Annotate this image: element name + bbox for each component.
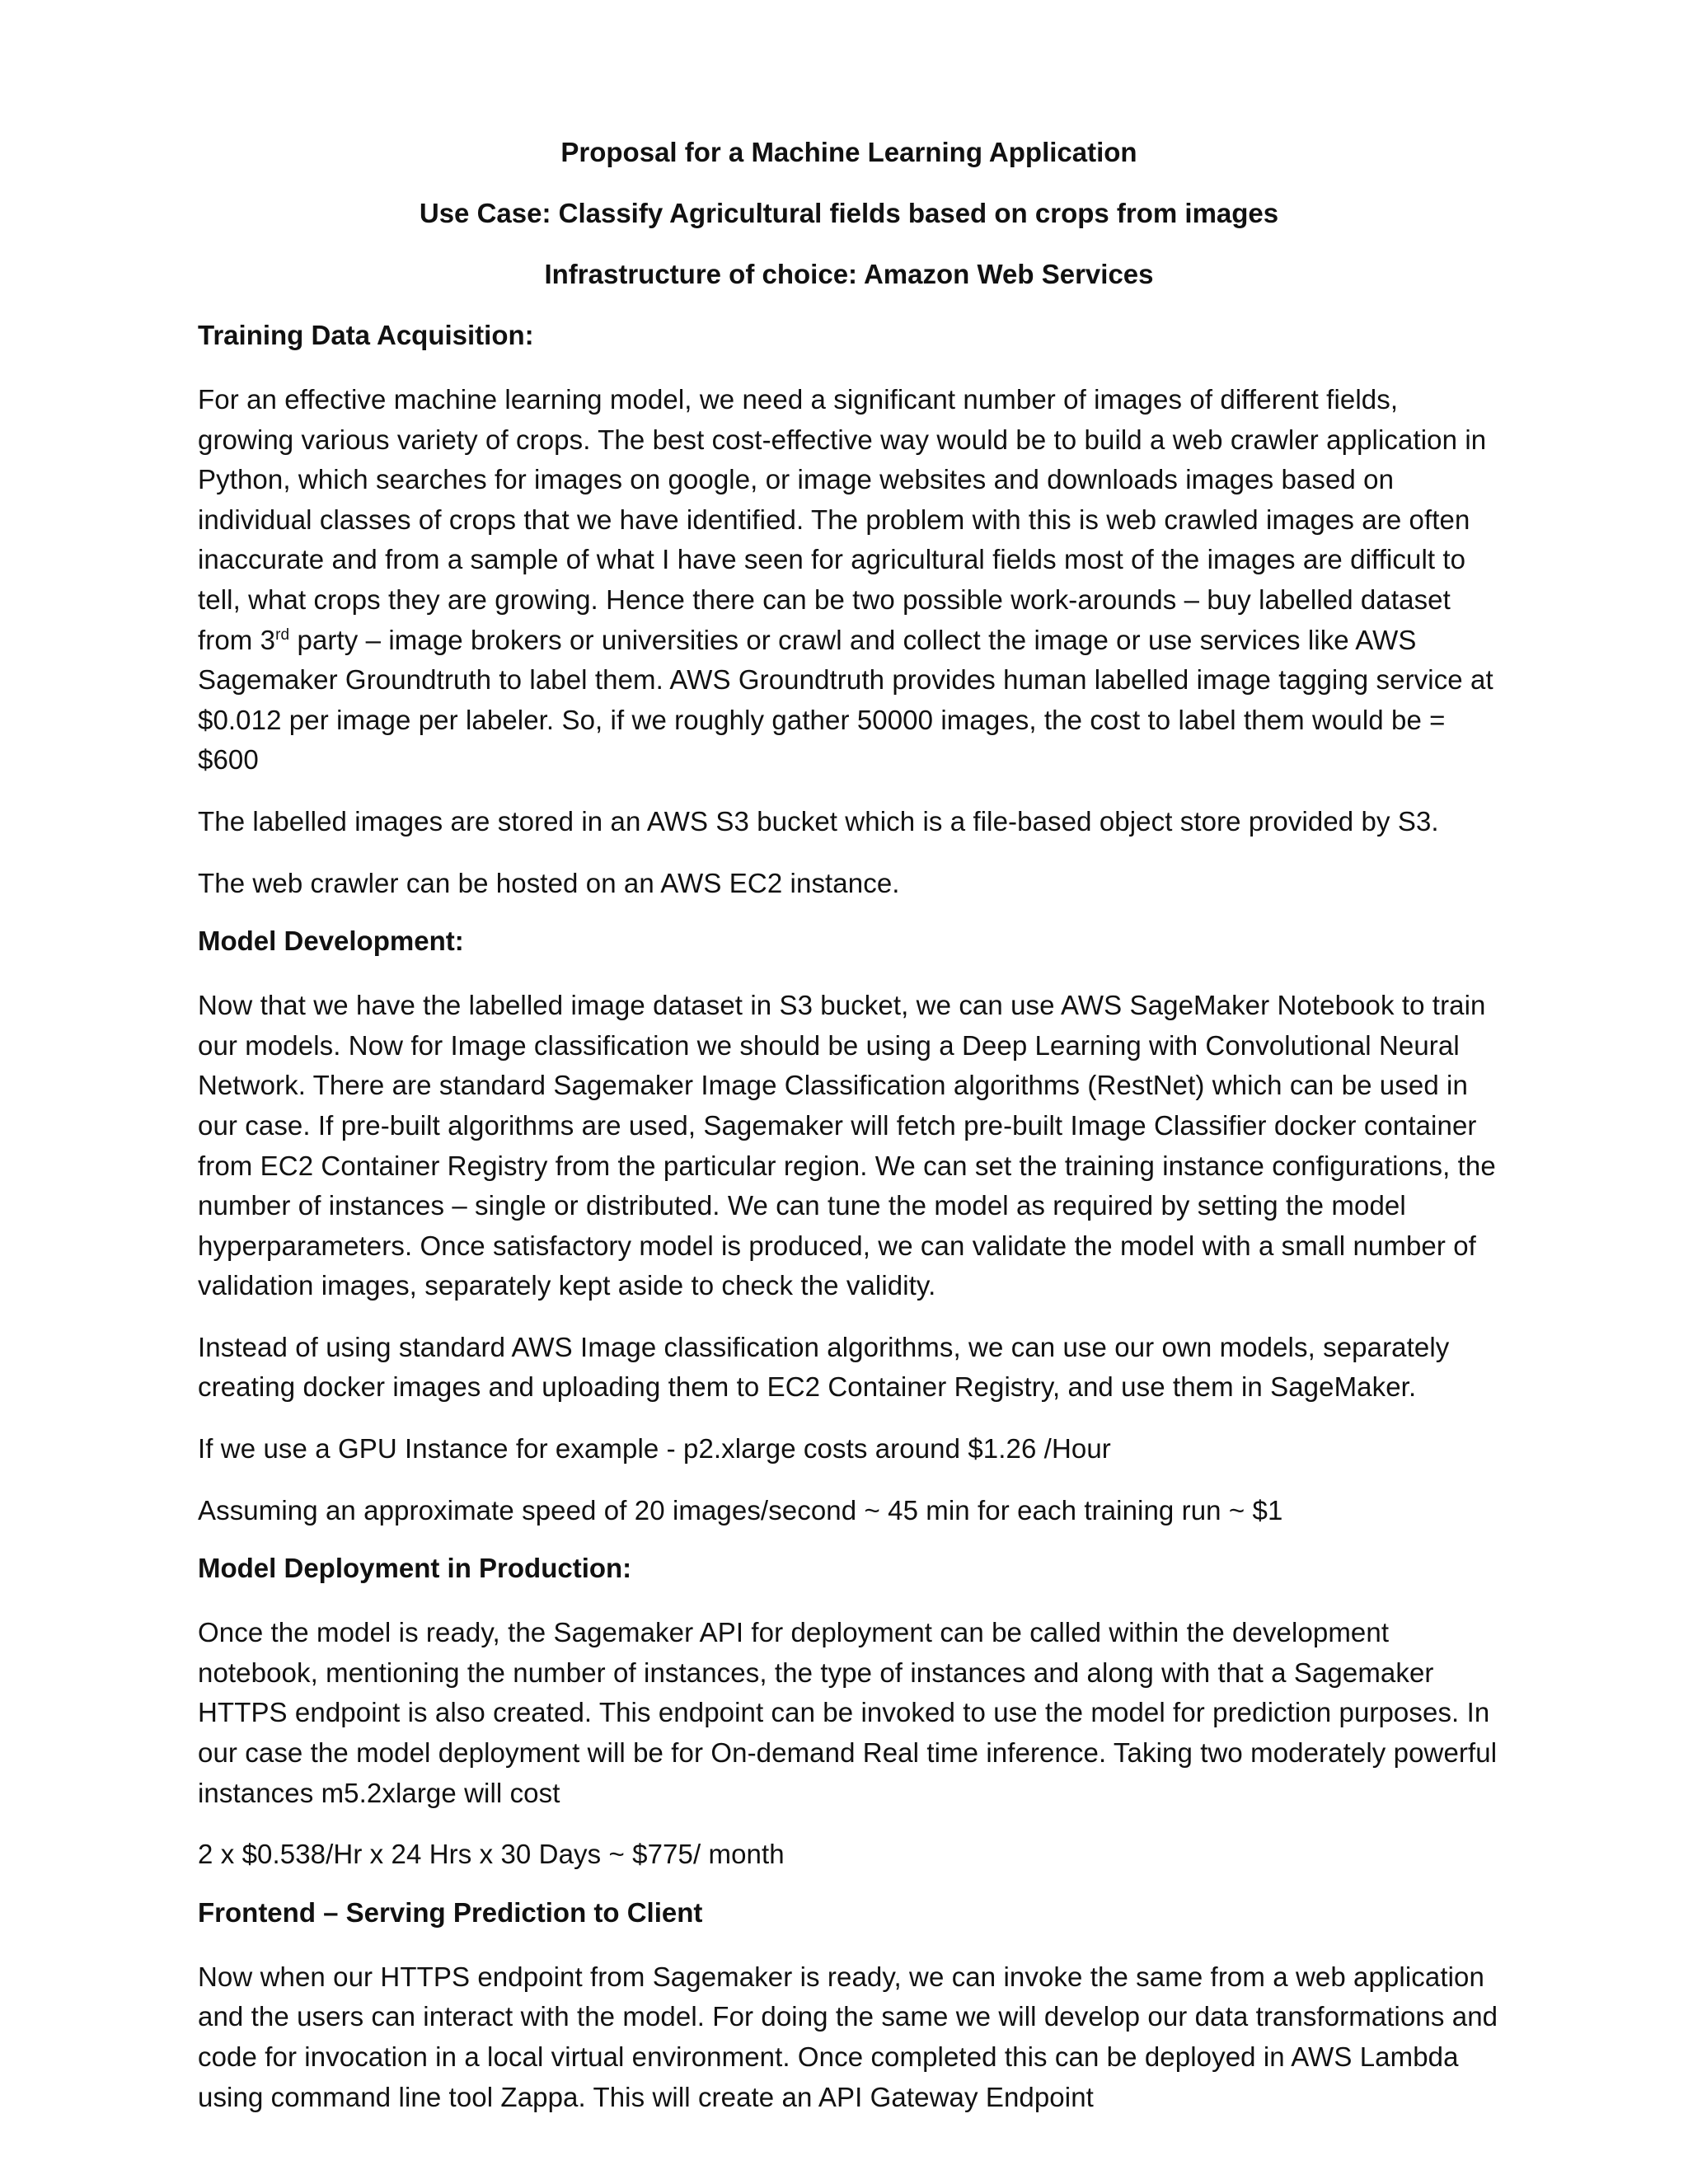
training-paragraph-2: The labelled images are stored in an AWS S3 bucket which is a file-based object store provided by S3. (198, 805, 1439, 837)
development-paragraph-1: Now that we have the labelled image dataset in S3 bucket, we can use AWS SageMaker Notebook to train our models. Now for Image classification we should be using a Deep Learning with Convolutional Neural Network. There are standard Sagemaker Image Classification algorithms (RestNet) which can be used in our case. If pre-built algorithms are used, Sagemaker will fetch pre-built Image Classifier docker container from EC2 Container Registry from the particular region. We can set the training instance configurations, the number of instances – single or distributed. We can tune the model as required by setting the model hyperparameters. Once satisfactory model is produced, we can validate the model with a small number of validation images, separately kept aside to check the validity. (198, 990, 1496, 1301)
development-paragraph-3: If we use a GPU Instance for example - p2.xlarge costs around $1.26 /Hour (198, 1433, 1111, 1465)
training-paragraph-3: The web crawler can be hosted on an AWS EC2 instance. (198, 867, 900, 898)
deployment-heading: Model Deployment in Production: (198, 1553, 632, 1584)
use-case-title: Use Case: Classify Agricultural fields based on crops from images (419, 198, 1279, 228)
development-paragraph-2: Instead of using standard AWS Image classification algorithms, we can use our own models, separately creating docker images and uploading them to EC2 Container Registry, and use them in SageMaker. (198, 1331, 1450, 1403)
deployment-paragraph-2: 2 x $0.538/Hr x 24 Hrs x 30 Days ~ $775/ month (198, 1839, 785, 1870)
training-paragraph-1-part-b: party – image brokers or universities or crawl and collect the image or use services like AWS Sagemaker Groundtruth to label them. AWS Groundtruth provides human labelled image tagging service at $0.012 per image per labeler. So, if we roughly gather 50000 images, the cost to label them would be = $600 (198, 624, 1493, 776)
document-title: Proposal for a Machine Learning Application (560, 137, 1137, 167)
frontend-heading: Frontend – Serving Prediction to Client (198, 1896, 703, 1928)
development-paragraph-4: Assuming an approximate speed of 20 images/second ~ 45 min for each training run ~ $1 (198, 1494, 1283, 1526)
training-heading: Training Data Acquisition: (198, 320, 534, 350)
infrastructure-title: Infrastructure of choice: Amazon Web Services (544, 259, 1154, 289)
training-paragraph-1 (198, 380, 1500, 780)
document-body (198, 136, 1500, 2139)
development-heading: Model Development: (198, 926, 464, 957)
frontend-paragraph-1: Now when our HTTPS endpoint from Sagemaker is ready, we can invoke the same from a web application and the users can interact with the model. For doing the same we will develop our data transformations and code for invocation in a local virtual environment. Once completed this can be deployed in AWS Lambda using command line tool Zappa. This will create an API Gateway Endpoint (198, 1961, 1498, 2112)
training-paragraph-1-part-a: For an effective machine learning model, we need a significant number of images of different fields, growing various variety of crops. The best cost-effective way would be to build a web crawler application in Python, which searches for images on google, or image websites and downloads images based on individual classes of crops that we have identified. The problem with this is web crawled images are often inaccurate and from a sample of what I have seen for agricultural fields most of the images are difficult to tell, what crops they are growing. Hence there can be two possible work-arounds – buy labelled dataset from 3 (198, 384, 1487, 655)
ordinal-superscript: rd (275, 626, 290, 644)
deployment-paragraph-1: Once the model is ready, the Sagemaker API for deployment can be called within the development notebook, mentioning the number of instances, the type of instances and along with that a Sagemaker HTTPS endpoint is also created. This endpoint can be invoked to use the model for prediction purposes. In our case the model deployment will be for On-demand Real time inference. Taking two moderately powerful instances m5.2xlarge will cost (198, 1617, 1498, 1808)
